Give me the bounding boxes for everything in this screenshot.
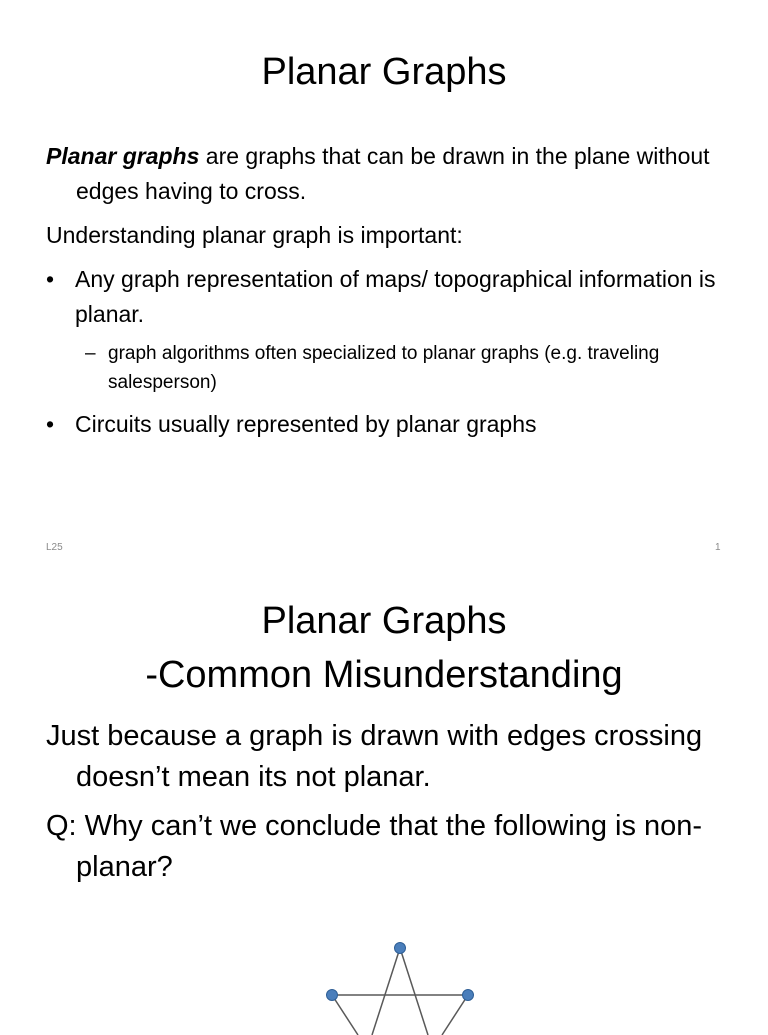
bullet-text: Any graph representation of maps/ topographical information is planar. bbox=[75, 266, 716, 327]
sub-bullet-algorithms bbox=[85, 339, 725, 397]
definition-term: Planar graphs bbox=[46, 143, 200, 169]
slide-2-title-line-1: Planar Graphs bbox=[261, 600, 507, 642]
graph-vertex bbox=[395, 943, 406, 954]
graph-edges bbox=[332, 948, 468, 1035]
graph-edge bbox=[442, 995, 468, 1035]
sub-bullet-text: graph algorithms often specialized to planar graphs (e.g. traveling salesperson) bbox=[108, 343, 660, 393]
bullet-maps bbox=[46, 262, 736, 332]
graph-vertex bbox=[327, 990, 338, 1001]
question-paragraph: Q: Why can’t we conclude that the following is non-planar? bbox=[46, 810, 703, 883]
definition-paragraph bbox=[46, 139, 766, 209]
graph-edge bbox=[372, 948, 400, 1035]
sub-bullet-marker: – bbox=[85, 343, 96, 364]
bullet-text: Circuits usually represented by planar graphs bbox=[75, 411, 537, 437]
bullet-marker: • bbox=[46, 411, 55, 437]
graph-edge bbox=[332, 995, 358, 1035]
misunderstanding-paragraph: Just because a graph is drawn with edges crossing doesn’t mean its not planar. bbox=[46, 720, 703, 793]
footer-page-number: 1 bbox=[715, 542, 721, 553]
bullet-marker: • bbox=[46, 266, 55, 292]
graph-vertex bbox=[463, 990, 474, 1001]
importance-intro: Understanding planar graph is important: bbox=[46, 222, 463, 248]
slide-2-title-line-2: -Common Misunderstanding bbox=[145, 654, 623, 696]
bullet-circuits bbox=[46, 407, 736, 442]
footer-lecture-label: L25 bbox=[46, 542, 63, 553]
slide-1-title: Planar Graphs bbox=[261, 51, 507, 93]
slide-2 bbox=[0, 565, 768, 1024]
graph-edge bbox=[400, 948, 428, 1035]
star-graph-figure bbox=[300, 935, 500, 1035]
definition-text: are graphs that can be drawn in the plane without edges having to cross. bbox=[76, 143, 710, 204]
graph-vertices bbox=[327, 943, 474, 1001]
